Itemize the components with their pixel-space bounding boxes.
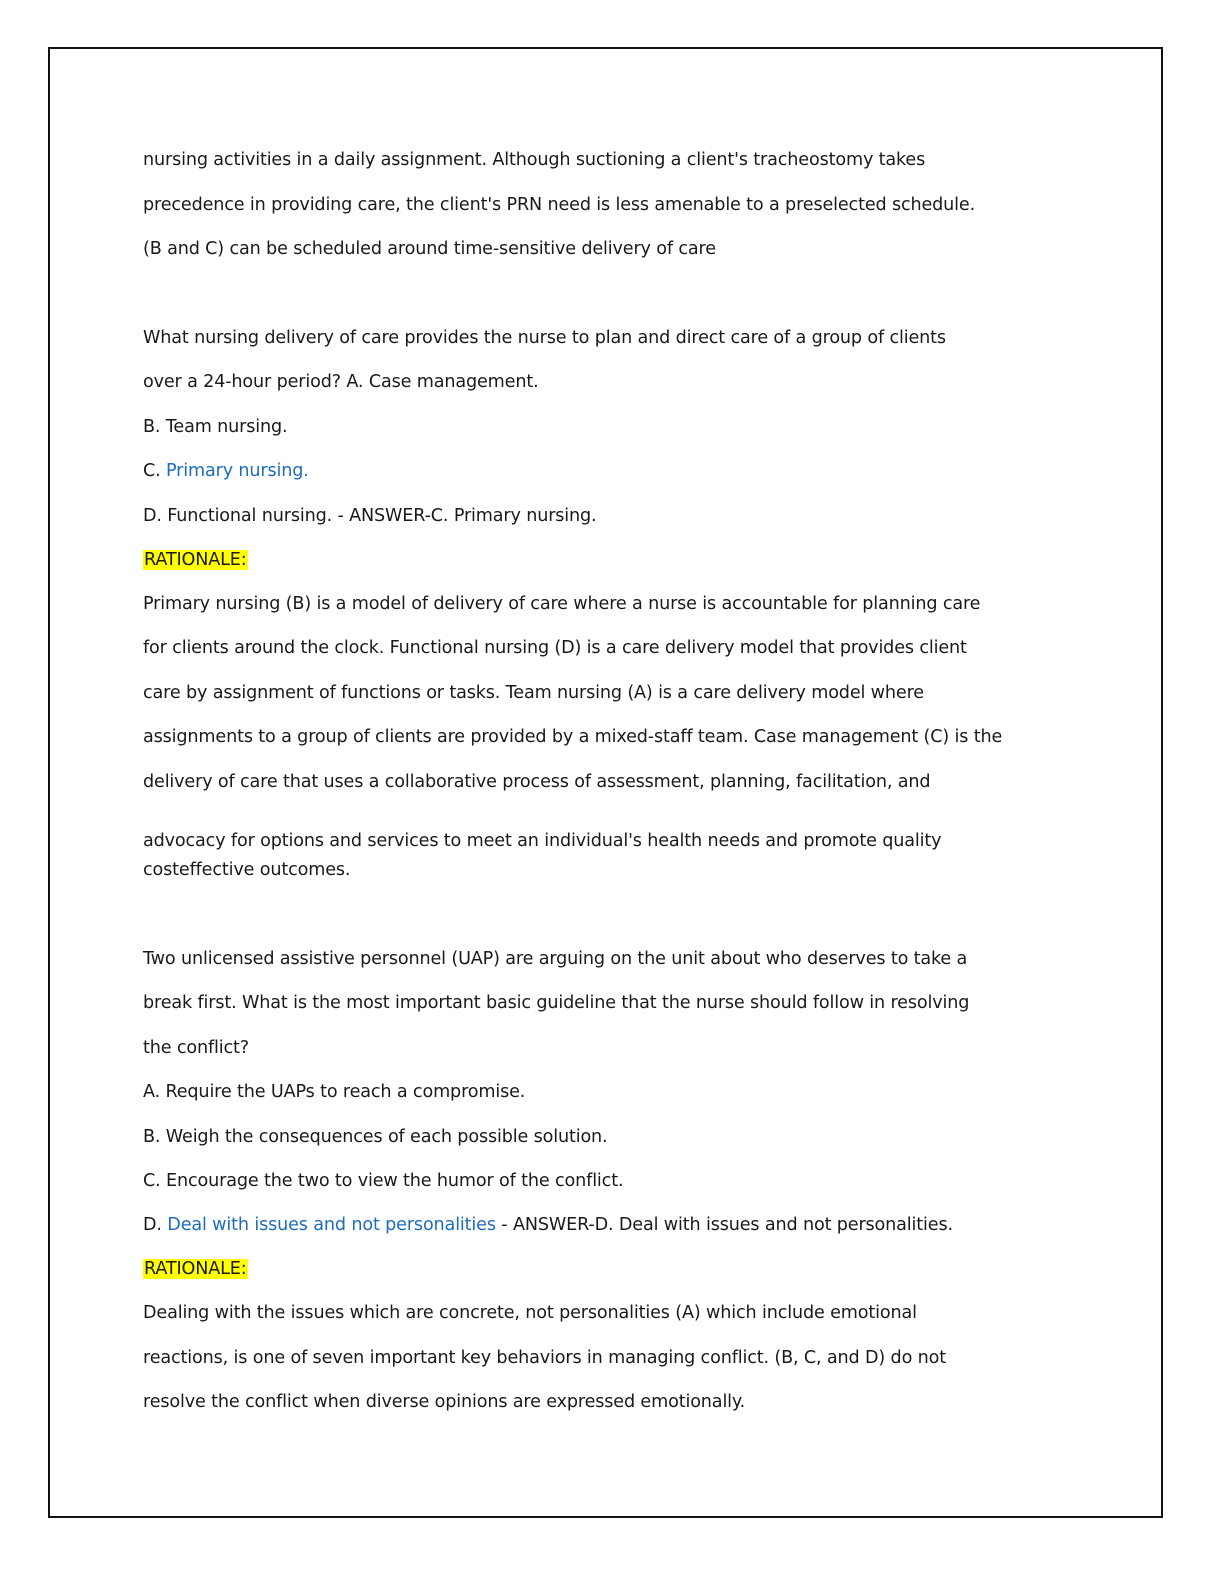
option-d-answer: - ANSWER-D. Deal with issues and not personalities. [495,1215,953,1235]
question-2-rationale-line: resolve the conflict when diverse opinions are expressed emotionally. [143,1392,746,1412]
prev-rationale-line: precedence in providing care, the client's PRN need is less amenable to a preselected schedule. [143,195,976,215]
question-1-option-d: D. Functional nursing. - ANSWER-C. Primary nursing. [143,506,597,526]
question-2-option-d [143,1214,953,1236]
question-1-rationale-line: Primary nursing (B) is a model of delivery of care where a nurse is accountable for planning care [143,594,981,614]
question-1-rationale-label [143,549,248,571]
rationale-highlight: RATIONALE: [144,550,247,570]
question-2-rationale-line: reactions, is one of seven important key behaviors in managing conflict. (B, C, and D) do not [143,1348,946,1368]
question-1-rationale-line: delivery of care that uses a collaborative process of assessment, planning, facilitation, and [143,772,931,792]
question-1-rationale-line: advocacy for options and services to meet an individual's health needs and promote quality [143,831,942,851]
question-2-stem: the conflict? [143,1038,249,1058]
question-1-rationale-line: for clients around the clock. Functional nursing (D) is a care delivery model that provides client [143,638,967,658]
question-2-stem: Two unlicensed assistive personnel (UAP) are arguing on the unit about who deserves to take a [143,949,968,969]
question-2-stem: break first. What is the most important basic guideline that the nurse should follow in resolving [143,993,970,1013]
option-d-prefix: D. [143,1215,168,1235]
question-1-rationale-line: care by assignment of functions or tasks. Team nursing (A) is a care delivery model where [143,683,924,703]
question-2-rationale-line: Dealing with the issues which are concrete, not personalities (A) which include emotional [143,1303,917,1323]
question-1-option-c [143,460,309,482]
question-1-option-b: B. Team nursing. [143,417,288,437]
question-2-option-a: A. Require the UAPs to reach a compromise. [143,1082,526,1102]
question-2-rationale-label [143,1258,248,1280]
question-2-option-c: C. Encourage the two to view the humor of the conflict. [143,1171,624,1191]
question-1-rationale-line: costeffective outcomes. [143,860,351,880]
question-1-stem: What nursing delivery of care provides the nurse to plan and direct care of a group of clients [143,328,946,348]
prev-rationale-line: (B and C) can be scheduled around time-sensitive delivery of care [143,239,716,259]
option-c-correct-text: Primary nursing. [166,461,309,481]
question-1-stem: over a 24-hour period? A. Case management. [143,372,539,392]
option-d-correct-text: Deal with issues and not personalities [167,1215,496,1235]
question-2-option-b: B. Weigh the consequences of each possible solution. [143,1127,608,1147]
question-1-rationale-line: assignments to a group of clients are provided by a mixed-staff team. Case management (C) is the [143,727,1003,747]
prev-rationale-line: nursing activities in a daily assignment. Although suctioning a client's tracheostomy takes [143,150,926,170]
option-c-prefix: C. [143,461,167,481]
rationale-highlight: RATIONALE: [144,1259,247,1279]
